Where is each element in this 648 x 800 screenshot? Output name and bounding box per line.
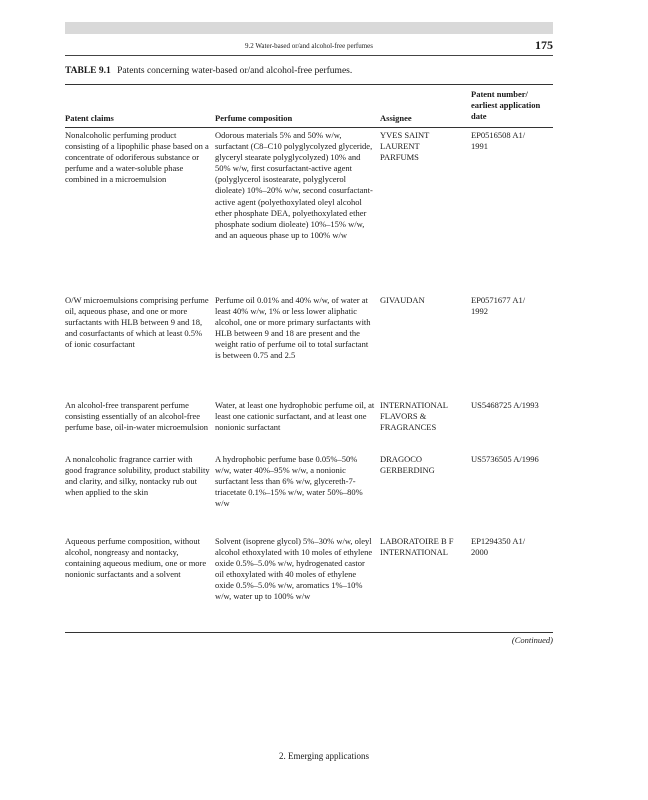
row-5-claims: Aqueous perfume composition, without alcohol, nongreasy and nontacky, containing aqueous medium, one or more nonionic surfactants and a solvent [65, 536, 207, 580]
column-header-claims: Patent claims [65, 113, 114, 123]
section-title: 9.2 Water-based or/and alcohol-free perfumes [244, 42, 374, 50]
column-header-composition: Perfume composition [215, 113, 293, 123]
page-footer: 2. Emerging applications [278, 751, 370, 761]
row-1-composition: Odorous materials 5% and 50% w/w, surfactant (C8–C10 polyglycolyzed glyceride, glyceryl stearate polyglycolyzed) 10% and 50% w/w, first cosurfactant-active agent (polyglycerol isostearate, polyglycerol dioleate) 10%–20% w/w, second cosurfactant-active agent (polyethoxylated oleyl alcohol ether phosphate DEA, polyethoxylated ether phosphate sodium dioleate) 10%–15% w/w, and an aqueous phase up to 100% w/w [215, 130, 373, 240]
column-header-assignee: Assignee [380, 113, 412, 123]
row-4-claims: A nonalcoholic fragrance carrier with good fragrance solubility, product stability and clarity, and silky, nontacky rub out when applied to the skin [65, 454, 210, 498]
row-4-composition: A hydrophobic perfume base 0.05%–50% w/w, water 40%–95% w/w, a nonionic surfactant less than 6% w/w, glycereth-7-triacetate 0.1%–15% w/w, water 50%–80% w/w [215, 454, 363, 509]
table-label: TABLE 9.1 [65, 66, 111, 76]
continued-note: (Continued) [511, 635, 553, 645]
column-header-patent: Patent number/ earliest application date [471, 89, 541, 121]
running-header [65, 38, 553, 54]
row-3-assignee: INTERNATIONAL FLAVORS & FRAGRANCES [380, 400, 448, 433]
top-band [65, 22, 553, 34]
row-4-assignee: DRAGOCO GERBERDING [380, 454, 435, 476]
table-caption [65, 66, 352, 76]
row-1-claims: Nonalcoholic perfuming product consisting of a lipophilic phase based on a concentrate of odoriferous substance or perfume and a water-soluble phase combined in a microemulsion [65, 130, 209, 185]
table-header-rule [65, 127, 553, 128]
row-1-assignee: YVES SAINT LAURENT PARFUMS [380, 130, 430, 163]
row-5-composition: Solvent (isoprene glycol) 5%–30% w/w, oleyl alcohol ethoxylated with 10 moles of ethylene oxide 0.5%–5.0% w/w, hydrogenated castor oil ethoxylated with 40 moles of ethylene oxide 0.5%–5.0% w/w, aromatics 1%–10% w/w, water up to 100% w/w [215, 536, 373, 602]
row-2-composition: Perfume oil 0.01% and 40% w/w, of water at least 40% w/w, 1% or less lower aliphatic alcohol, one or more primary surfactants with HLB between 9 and 18 are present and the weight ratio of perfume oil to total surfactant is between 0.75 and 2.5 [215, 295, 371, 361]
row-3-claims: An alcohol-free transparent perfume consisting essentially of an alcohol-free perfume base, oil-in-water microemulsion [65, 400, 209, 433]
table-bottom-rule [65, 632, 553, 633]
row-2-claims: O/W microemulsions comprising perfume oil, aqueous phase, and one or more surfactants with HLB between 9 and 18, and cosurfactants of which at least 0.5% of ionic cosurfactant [65, 295, 209, 350]
row-4-patent: US5736505 A/1996 [471, 454, 539, 464]
row-5-assignee: LABORATOIRE B F INTERNATIONAL [380, 536, 454, 558]
row-3-composition: Water, at least one hydrophobic perfume oil, at least one cationic surfactant, and at least one nonionic surfactant [215, 400, 375, 433]
page-number: 175 [535, 38, 553, 52]
row-3-patent: US5468725 A/1993 [471, 400, 539, 410]
table-caption-text: Patents concerning water-based or/and alcohol-free perfumes. [117, 66, 353, 76]
table-top-rule [65, 84, 553, 85]
row-2-assignee: GIVAUDAN [380, 295, 425, 305]
header-rule [65, 55, 553, 56]
row-5-patent: EP1294350 A1/ 2000 [471, 536, 526, 558]
row-1-patent: EP0516508 A1/ 1991 [471, 130, 526, 152]
row-2-patent: EP0571677 A1/ 1992 [471, 295, 526, 317]
